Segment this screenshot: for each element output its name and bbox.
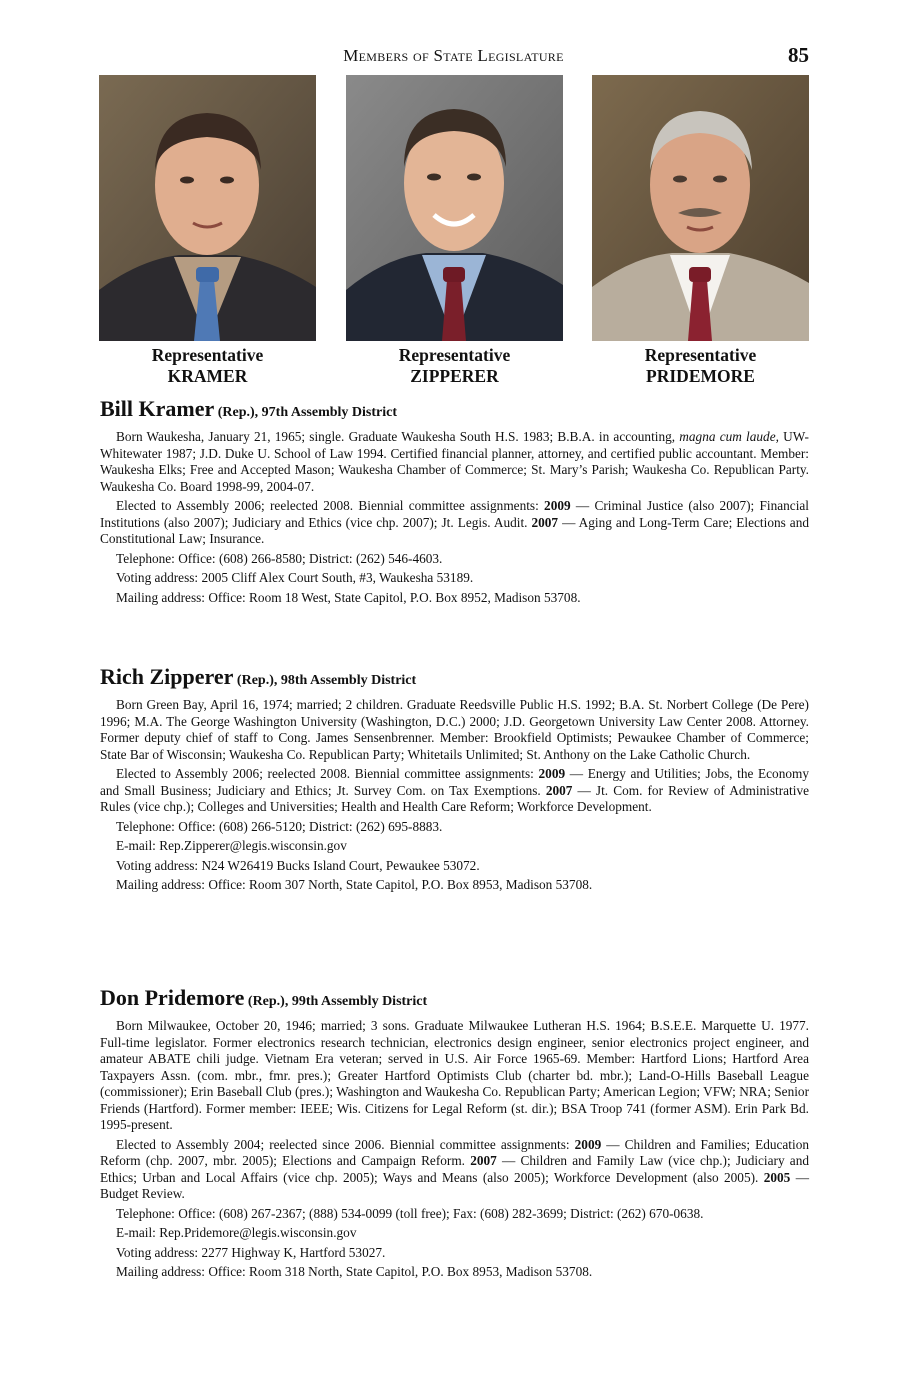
committee-text: Elected to Assembly 2006; reelected 2008. Biennial committee assignments: [116,766,539,781]
bio-italic-text: magna cum laude, [679,429,779,444]
member-name: Bill Kramer [100,396,215,421]
committee-text: — Children and Families; Education Reform (chp. 2007, mbr. 2005); Elections and Campaign Reform. [100,1136,809,1168]
mailing-address-line: Mailing address: Office: Room 318 North, State Capitol, P.O. Box 8953, Madison 53708. [116,1264,593,1279]
member-heading [100,986,809,1014]
session-year: 2007 [545,782,573,798]
committee-paragraph [100,498,809,548]
member-affiliation: (Rep.), 98th Assembly District [236,673,417,688]
caption-surname: ZIPPERER [410,366,499,386]
biography-paragraph [100,429,809,495]
committee-text: Elected to Assembly 2004; reelected since 2006. Biennial committee assignments: [116,1136,575,1152]
portrait-image [592,75,809,341]
committee-text: — Children and Family Law (vice chp.); Judiciary and Ethics; Urban and Local Affairs (vice chp. 2005); Ways and Means (also 2005); Workforce Development (also 2005). [100,1153,809,1185]
committee-text: — Criminal Justice (also 2007); Financial Institutions (also 2007); Judiciary and Ethics (vice chp. 2007); Jt. Legis. Audit. [100,498,809,530]
photo-caption-kramer [99,345,316,387]
bio-text: Born Waukesha, January 21, 1965; single. Graduate Waukesha South H.S. 1983; B.B.A. in accounting, [116,429,680,444]
photo-caption-pridemore [592,345,809,387]
telephone-line: Telephone: Office: (608) 266-5120; District: (262) 695-8883. [116,818,443,834]
committee-text: Elected to Assembly 2006; reelected 2008. Biennial committee assignments: [116,498,545,513]
caption-title: Representative [644,345,757,365]
mailing-address-line: Mailing address: Office: Room 18 West, State Capitol, P.O. Box 8952, Madison 53708. [116,589,581,605]
member-bio-kramer [100,397,809,609]
mailing-address-line: Mailing address: Office: Room 307 North, State Capitol, P.O. Box 8953, Madison 53708. [116,877,593,892]
session-year: 2007 [531,514,559,530]
session-year: 2007 [470,1153,497,1168]
running-title: Members of State Legislature [343,46,564,65]
biography-paragraph: Born Green Bay, April 16, 1974; married; 2 children. Graduate Reedsville Public H.S. 1992; B.A. St. Norbert College (De Pere) 1996; M.A. The George Washington University (Washington, D.C.) 2000; J.D. Georgetown University Law Center 2008. Attorney. Former deputy chief of staff to Cong. James Sensenbrenner. Member: Brookfield Optimists; Pewaukee Chamber of Commerce; State Bar of Wisconsin; Waukesha Co. Republican Party; Whitetails Unlimited; St. Anthony on the Lake Catholic Church. [100,697,809,762]
telephone-line: Telephone: Office: (608) 267-2367; (888) 534-0099 (toll free); Fax: (608) 282-3699; District: (262) 670-0638. [116,1205,704,1221]
committee-text: — Aging and Long-Term Care; Elections and Constitutional Law; Insurance. [100,514,809,546]
session-year: 2009 [544,498,571,513]
portrait-photo-pridemore [592,75,809,341]
voting-address-line: Voting address: N24 W26419 Bucks Island Court, Pewaukee 53072. [116,857,480,873]
member-bio-zipperer [100,665,809,897]
member-affiliation: (Rep.), 99th Assembly District [247,994,428,1009]
email-line: E-mail: Rep.Zipperer@legis.wisconsin.gov [116,838,347,853]
caption-title: Representative [398,345,511,365]
committee-text: — Jt. Com. for Review of Administrative Rules (vice chp.); Colleges and Universities; Health and Health Care Reform; Workforce Development. [100,782,809,814]
committee-paragraph [100,1137,809,1203]
member-affiliation: (Rep.), 97th Assembly District [217,405,398,420]
member-name: Don Pridemore [100,985,245,1010]
page-number: 85 [788,43,809,67]
telephone-line: Telephone: Office: (608) 266-8580; District: (262) 546-4603. [116,550,443,566]
session-year: 2005 [763,1169,791,1185]
voting-address-line: Voting address: 2005 Cliff Alex Court South, #3, Waukesha 53189. [116,570,474,585]
committee-paragraph [100,766,809,816]
committee-text: — Energy and Utilities; Jobs, the Economy and Small Business; Judiciary and Ethics; Jt. Survey Com. on Tax Exemptions. [100,766,809,798]
member-name: Rich Zipperer [100,664,234,689]
member-heading [100,397,809,425]
bio-text: UW-Whitewater 1987; J.D. Duke U. School of Law 1994. Certified financial planner, attorney, and certified public accountant. Member: Waukesha Elks; Free and Accepted Mason; Waukesha Chamber of Commerce; St. Mary’s Parish; Waukesha Co. Republican Party. Waukesha Co. Board 1998-99, 2004-07. [100,429,809,494]
caption-surname: KRAMER [167,366,248,386]
portrait-image [346,75,563,341]
email-line: E-mail: Rep.Pridemore@legis.wisconsin.gov [116,1225,357,1240]
portrait-photo-zipperer [346,75,563,341]
committee-text: — Budget Review. [100,1169,809,1201]
portrait-image [99,75,316,341]
photo-caption-zipperer [346,345,563,387]
running-head [0,43,907,72]
voting-address-line: Voting address: 2277 Highway K, Hartford 53027. [116,1244,386,1260]
session-year: 2009 [574,1136,602,1152]
member-bio-pridemore [100,986,809,1284]
caption-title: Representative [151,345,264,365]
caption-surname: PRIDEMORE [646,366,755,386]
member-heading [100,665,809,693]
session-year: 2009 [538,766,566,781]
portrait-photo-kramer [99,75,316,341]
biography-paragraph: Born Milwaukee, October 20, 1946; married; 3 sons. Graduate Milwaukee Lutheran H.S. 1964; B.S.E.E. Marquette U. 1977. Full-time legislator. Former electronics research technician, electronics design engineer, senior electronics project engineer, and amateur ABATE chili judge. Vietnam Era veteran; served in U.S. Air Force 1965-69. Member: Hartford Lions; Hartford Area Taxpayers Assn. (com. mbr., fmr. pres.); Greater Hartford Optimists Club (charter bd. mbr.); Land-O-Hills Baseball League (commissioner); Erin Baseball Club (pres.); Washington and Waukesha Co. Republican Party; American Legion; VFW; NRA; Senior Friends (Hartford). Former member: IEEE; Wis. Citizens for Legal Reform (st. dir.); BSA Troop 741 (former ASM). Erin Park Bd. 1995-present. [100,1018,809,1132]
